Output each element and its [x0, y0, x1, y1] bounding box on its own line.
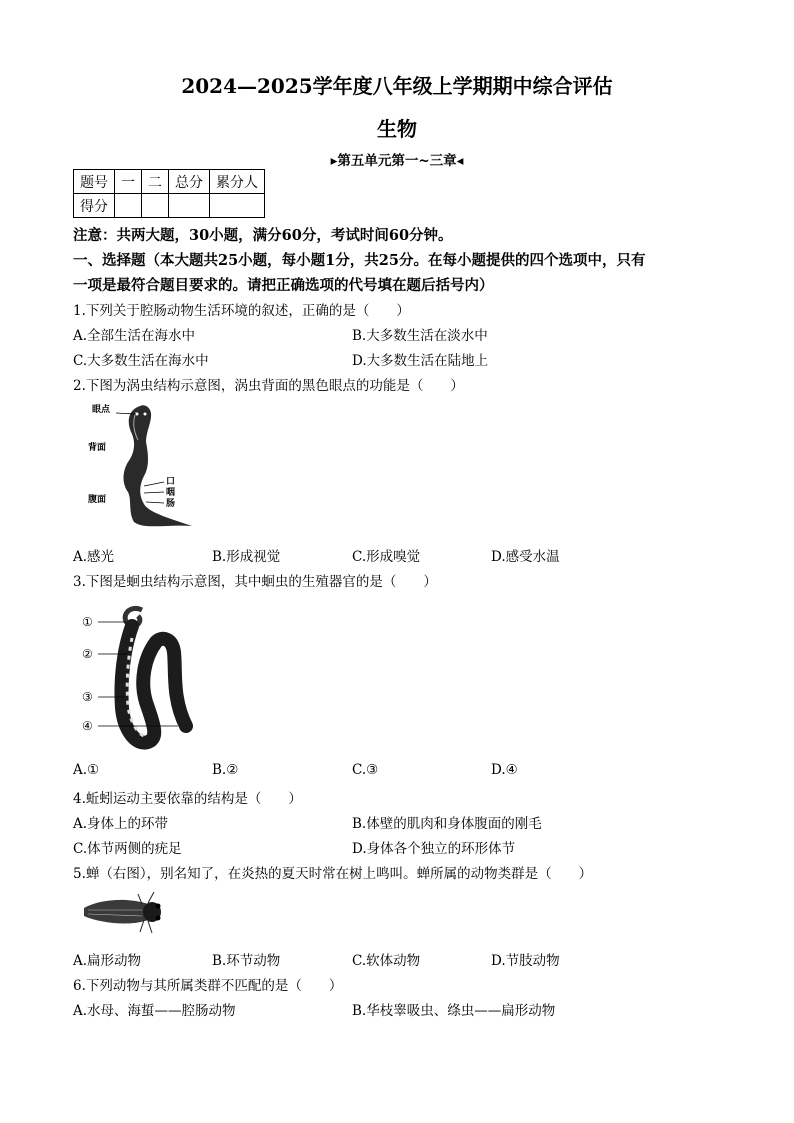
roundworm-diagram — [82, 598, 202, 750]
cicada-image — [82, 888, 168, 938]
exam-title: 2024—2025学年度八年级上学期期中综合评估 — [181, 74, 613, 98]
section1-instructions-1: 一、选择题（本大题共25小题，每小题1分，共25分。在每小题提供的四个选项中，只有 — [73, 252, 646, 269]
score-cell: 总分 — [169, 170, 210, 194]
q5-option-b: B.环节动物 — [212, 953, 281, 969]
q5-option-a: A.扁形动物 — [73, 953, 142, 969]
score-cell: 题号 — [74, 170, 115, 194]
score-blank — [142, 194, 169, 218]
q3-option-d: D.④ — [491, 762, 518, 778]
subject-title: 生物 — [377, 117, 417, 141]
score-table — [73, 169, 265, 218]
planarian-label-belly: 腹面 — [88, 495, 107, 505]
score-cell: 二 — [142, 170, 169, 194]
chapter-scope: ▸第五单元第一~三章◂ — [330, 153, 464, 169]
q4-option-c: C.体节两侧的疣足 — [73, 841, 182, 857]
q4-option-d: D.身体各个独立的环形体节 — [352, 841, 516, 857]
q6-option-a: A.水母、海蜇——腔肠动物 — [73, 1003, 236, 1019]
q6-option-b: B.华枝睾吸虫、绦虫——扁形动物 — [352, 1003, 556, 1019]
q1-stem: 1.下列关于腔肠动物生活环境的叙述，正确的是（ ） — [73, 303, 410, 319]
roundworm-label-2: ② — [82, 647, 93, 661]
q2-stem: 2.下图为涡虫结构示意图，涡虫背面的黑色眼点的功能是（ ） — [73, 378, 464, 394]
q2-option-a: A.感光 — [73, 549, 115, 565]
q5-option-d: D.节肢动物 — [491, 953, 560, 969]
q3-option-a: A.① — [73, 762, 100, 778]
score-cell: 累分人 — [210, 170, 265, 194]
score-blank — [210, 194, 265, 218]
score-blank — [169, 194, 210, 218]
q1-option-c: C.大多数生活在海水中 — [73, 353, 209, 369]
q1-option-b: B.大多数生活在淡水中 — [352, 328, 488, 344]
q1-option-a: A.全部生活在海水中 — [73, 328, 196, 344]
score-cell: 一 — [115, 170, 142, 194]
planarian-label-gut: 肠 — [166, 499, 176, 509]
planarian-diagram — [88, 400, 208, 535]
score-cell: 得分 — [74, 194, 115, 218]
roundworm-label-4: ④ — [82, 719, 93, 733]
q2-option-b: B.形成视觉 — [212, 549, 281, 565]
score-blank — [115, 194, 142, 218]
q5-option-c: C.软体动物 — [352, 953, 421, 969]
roundworm-label-3: ③ — [82, 690, 93, 704]
planarian-label-eye: 眼点 — [92, 405, 111, 415]
q4-option-b: B.体壁的肌肉和身体腹面的刚毛 — [352, 816, 542, 832]
q4-stem: 4.蚯蚓运动主要依靠的结构是（ ） — [73, 791, 302, 807]
notice: 注意：共两大题，30小题，满分60分，考试时间60分钟。 — [73, 227, 453, 244]
planarian-label-back: 背面 — [88, 443, 107, 453]
planarian-label-mouth: 口 — [166, 477, 176, 487]
q3-option-b: B.② — [212, 762, 239, 778]
q6-stem: 6.下列动物与其所属类群不匹配的是（ ） — [73, 978, 343, 994]
q2-option-d: D.感受水温 — [491, 549, 560, 565]
roundworm-label-1: ① — [82, 615, 93, 629]
planarian-label-pharynx: 咽 — [166, 488, 176, 498]
q1-option-d: D.大多数生活在陆地上 — [352, 353, 489, 369]
section1-instructions-2: 一项是最符合题目要求的。请把正确选项的代号填在题后括号内） — [73, 277, 494, 294]
q3-option-c: C.③ — [352, 762, 379, 778]
q4-option-a: A.身体上的环带 — [73, 816, 169, 832]
q2-option-c: C.形成嗅觉 — [352, 549, 421, 565]
q3-stem: 3.下图是蛔虫结构示意图，其中蛔虫的生殖器官的是（ ） — [73, 574, 437, 590]
q5-stem: 5.蝉（右图），别名知了，在炎热的夏天时常在树上鸣叫。蝉所属的动物类群是（ ） — [73, 866, 593, 882]
